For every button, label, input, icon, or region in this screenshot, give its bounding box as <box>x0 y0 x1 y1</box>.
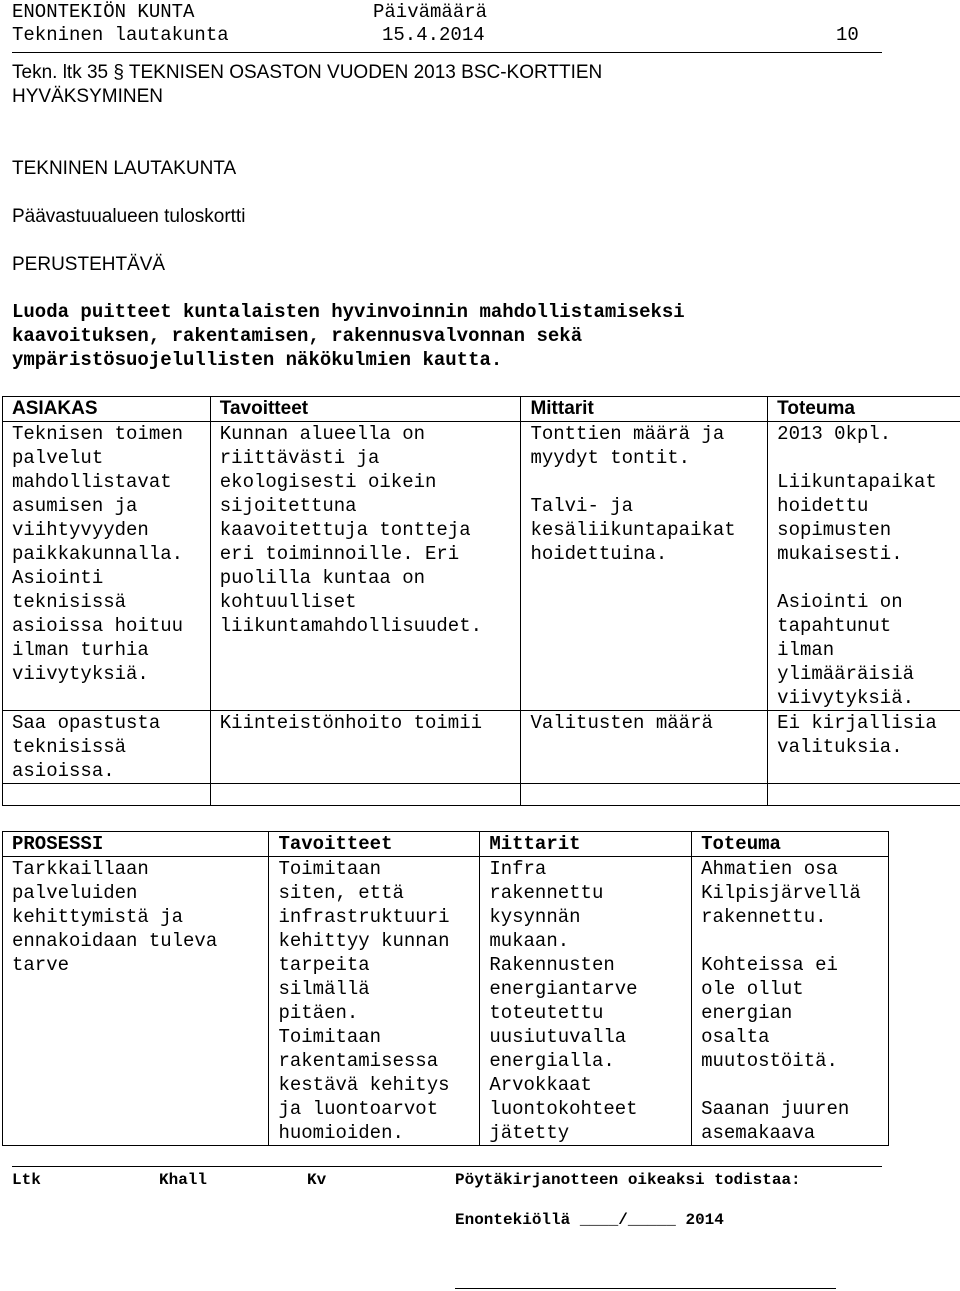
board-heading: TEKNINEN LAUTAKUNTA <box>12 158 237 179</box>
col-header-metrics: Mittarit <box>480 832 692 857</box>
footer-year: 2014 <box>685 1211 724 1229</box>
table-cell: Teknisen toimen palvelut mahdollistavat asumisen ja viihtyvyyden paikkakunnalla. Asiointi teknisissä asioissa hoituu ilman turhia viivytyksiä. <box>3 422 211 711</box>
footer-place: Enontekiöllä <box>455 1211 571 1229</box>
footer-slash: / <box>618 1211 628 1229</box>
table-row <box>3 422 960 711</box>
section-title-line1: TEKNISEN OSASTON VUODEN 2013 BSC-KORTTIEN <box>128 62 603 83</box>
board-name: Tekninen lautakunta <box>12 24 229 46</box>
table-cell: Ahmatien osa Kilpisjärvellä rakennettu. Kohteissa ei ole ollut energian osalta muutostöitä. Saanan juuren asemakaava <box>692 857 889 1146</box>
customer-table <box>2 396 960 806</box>
table-row <box>3 784 960 806</box>
table-cell <box>768 784 960 806</box>
meeting-date: 15.4.2014 <box>382 24 485 46</box>
process-table <box>2 831 889 1146</box>
mission-line2: kaavoituksen, rakentamisen, rakennusvalvonnan sekä <box>12 325 583 347</box>
section-prefix: Tekn. ltk 35 <box>12 62 109 83</box>
footer-kv: Kv <box>307 1171 327 1189</box>
footer-divider <box>12 1166 882 1167</box>
col-header-goals: Tavoitteet <box>210 397 521 422</box>
mission-line3: ympäristösuojelullisten näkökulmien kautta. <box>12 349 503 371</box>
col-header-customer: ASIAKAS <box>3 397 211 422</box>
table-cell: Valitusten määrä <box>521 711 768 784</box>
table-header-row <box>3 397 960 422</box>
core-task-heading: PERUSTEHTÄVÄ <box>12 254 166 275</box>
table-cell: 2013 0kpl. Liikuntapaikat hoidettu sopimusten mukaisesti. Asiointi on tapahtunut ilman ylimääräisiä viivytyksiä. <box>768 422 960 711</box>
table-cell <box>3 784 211 806</box>
footer-certify: Pöytäkirjanotteen oikeaksi todistaa: <box>455 1171 801 1189</box>
table-cell: Toimitaan siten, että infrastruktuuri kehittyy kunnan tarpeita silmällä pitäen. Toimitaan rakentamisessa kestävä kehitys ja luontoarvot huomioiden. <box>269 857 480 1146</box>
table-cell: Saa opastusta teknisissä asioissa. <box>3 711 211 784</box>
section-symbol: § <box>113 62 124 83</box>
section-title-line2: HYVÄKSYMINEN <box>12 86 163 107</box>
col-header-metrics: Mittarit <box>521 397 768 422</box>
table-cell: Ei kirjallisia valituksia. <box>768 711 960 784</box>
page-number: 10 <box>836 24 859 46</box>
footer-day-blank[interactable]: ____ <box>579 1211 619 1229</box>
table-cell <box>210 784 521 806</box>
col-header-goals: Tavoitteet <box>269 832 480 857</box>
table-cell: Infra rakennettu kysynnän mukaan. Rakennusten energiantarve toteutettu uusiutuvalla energialla. Arvokkaat luontokohteet jätetty <box>480 857 692 1146</box>
table-cell: Tonttien määrä ja myydyt tontit. Talvi- ja kesäliikuntapaikat hoidettuina. <box>521 422 768 711</box>
table-row <box>3 857 889 1146</box>
table-row <box>3 711 960 784</box>
table-cell: Tarkkaillaan palveluiden kehittymistä ja ennakoidaan tuleva tarve <box>3 857 269 1146</box>
col-header-outcome: Toteuma <box>768 397 960 422</box>
header-divider <box>12 52 882 53</box>
table-cell: Kunnan alueella on riittävästi ja ekologisesti oikein sijoitettuna kaavoitettuja tontteja eri toiminnoille. Eri puolilla kuntaa on kohtuulliset liikuntamahdollisuudet. <box>210 422 521 711</box>
footer-month-blank[interactable]: _____ <box>627 1211 676 1229</box>
table-header-row <box>3 832 889 857</box>
table-cell <box>521 784 768 806</box>
signature-line[interactable] <box>455 1288 836 1289</box>
col-header-outcome: Toteuma <box>692 832 889 857</box>
footer-ltk: Ltk <box>12 1171 41 1189</box>
scorecard-heading: Päävastuualueen tuloskortti <box>12 206 246 227</box>
mission-line1: Luoda puitteet kuntalaisten hyvinvoinnin mahdollistamiseksi <box>12 301 685 323</box>
table-cell: Kiinteistönhoito toimii <box>210 711 521 784</box>
municipality-name: ENONTEKIÖN KUNTA <box>12 1 195 23</box>
section-title <box>12 61 602 85</box>
date-label: Päivämäärä <box>373 1 488 23</box>
col-header-process: PROSESSI <box>3 832 269 857</box>
footer-khall: Khall <box>159 1171 208 1189</box>
footer-date-line <box>455 1210 724 1230</box>
